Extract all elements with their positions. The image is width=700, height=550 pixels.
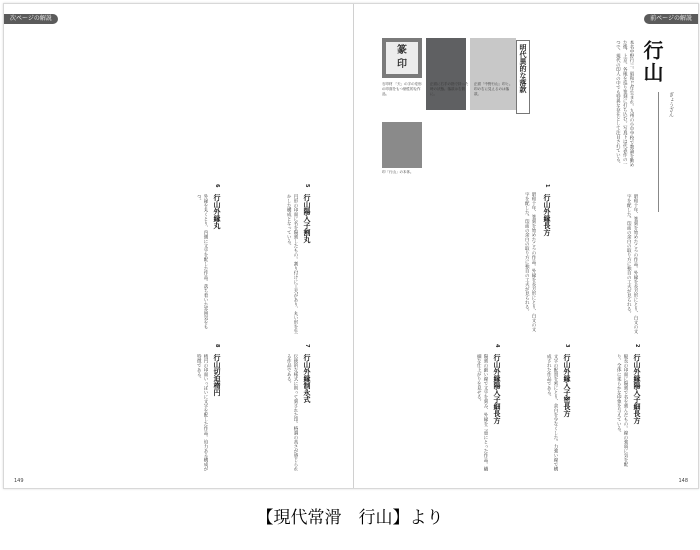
section-heading: 行山外縁陽入子細長方 [633,354,641,424]
section-heading: 行山外縁制永式 [303,354,311,403]
section-body: 文字の配置を密にとり、余白を少なくした。力強い線で構成された作品である。 [546,354,558,471]
section-heading: 行山陽入子割丸 [303,194,311,243]
section-number: 4 [494,344,500,348]
title-block [638,40,688,170]
stone-photo [426,38,466,110]
section-number: 6 [214,184,220,188]
left-header-tab: 次ページの解説 [4,14,58,24]
seal-photo [382,38,422,78]
section-heading: 行山切迫楕円 [213,354,221,396]
right-page-number: 148 [678,478,688,484]
section-heading: 行山外縁入子密長方 [563,354,571,417]
title-rule [658,92,659,212]
right-header-tab: 前ページの解説 [644,14,698,24]
section-heading: 行山外縁長方 [543,194,551,236]
photo-caption: 石印材 「天」の字の変形の印面をもつ個性的な作品。 [382,82,422,96]
small-seal-photo [382,122,422,168]
source-caption: 【現代常滑 行山】より [256,508,444,528]
section-number: 5 [304,184,310,188]
section-number: 1 [544,184,550,188]
section-heading: 行山外縁陽入子細長方 [493,354,501,424]
page-gutter [353,4,354,488]
section-number: 3 [564,344,570,348]
photo-caption: 正面「中野行山」印と。印の右に見えるのは落款。 [474,82,513,96]
intro-body-text: 昭和十年、篆刻を始めたころの作品。外縁を長方形にとり、白文の文字を配した。印面の余白の取り方に独自の工夫が見られる。 [626,194,638,334]
intro-text: 本名中野行三。昭和13年生まれ。九州の小中学校で教諭を勤めた後、上京。各地を巡り篆刻に打ち込む。写真下は代表作の一つで、現代の印人の中でも特異な存在として注目されている。 [615,40,634,168]
feature-label: 明代異的な落款 [519,44,527,93]
section-body: 外縁を丸くとり、内側に文字を配した作品。落ち着いた雰囲気をもつ。 [196,194,208,329]
section-heading: 行山外縁丸 [213,194,221,229]
section-body: 昭和十年、篆刻を始めたころの作品。外縁を長方形にとり、白文の文字を配した。印面の余白の取り方に独自の工夫が見られる。 [524,192,536,332]
book-spread [3,3,699,489]
photo-caption: 正面に右手の指で持った時の状態。落款は右側に。 [430,82,469,96]
section-body: 円形の印面に名を陽刻したもの。割り付けに工夫があり、丸い形を生かした構成となっている。 [286,194,298,334]
page-title: 行山 [640,40,664,84]
seal-impression: 篆 印 [386,42,418,74]
section-number: 7 [304,344,310,348]
left-page-number: 149 [14,478,24,484]
engraved-photo [470,38,516,110]
section-body: 伝統的な様式に則って刻された印。格調の高さが感じられる作品である。 [286,354,298,471]
section-number: 8 [214,344,220,348]
title-reading: ぎょうざん [668,92,674,117]
section-body: 縦長の印面に陽刻で名を刻んだもの。線の強弱に気を配り、全体に柔らかな印象を与えている。 [616,354,628,467]
section-number: 2 [634,344,640,348]
section-body: 楕円の印面いっぱいに文字を配した作品。迫力ある構成が特徴である。 [196,354,208,471]
photo-caption: 印「行山」の本体。 [382,170,414,174]
section-body: 陽刻の細い線で文字を刻み、外縁を二重にとった作品。繊細な仕上がりを見せる。 [476,354,488,471]
